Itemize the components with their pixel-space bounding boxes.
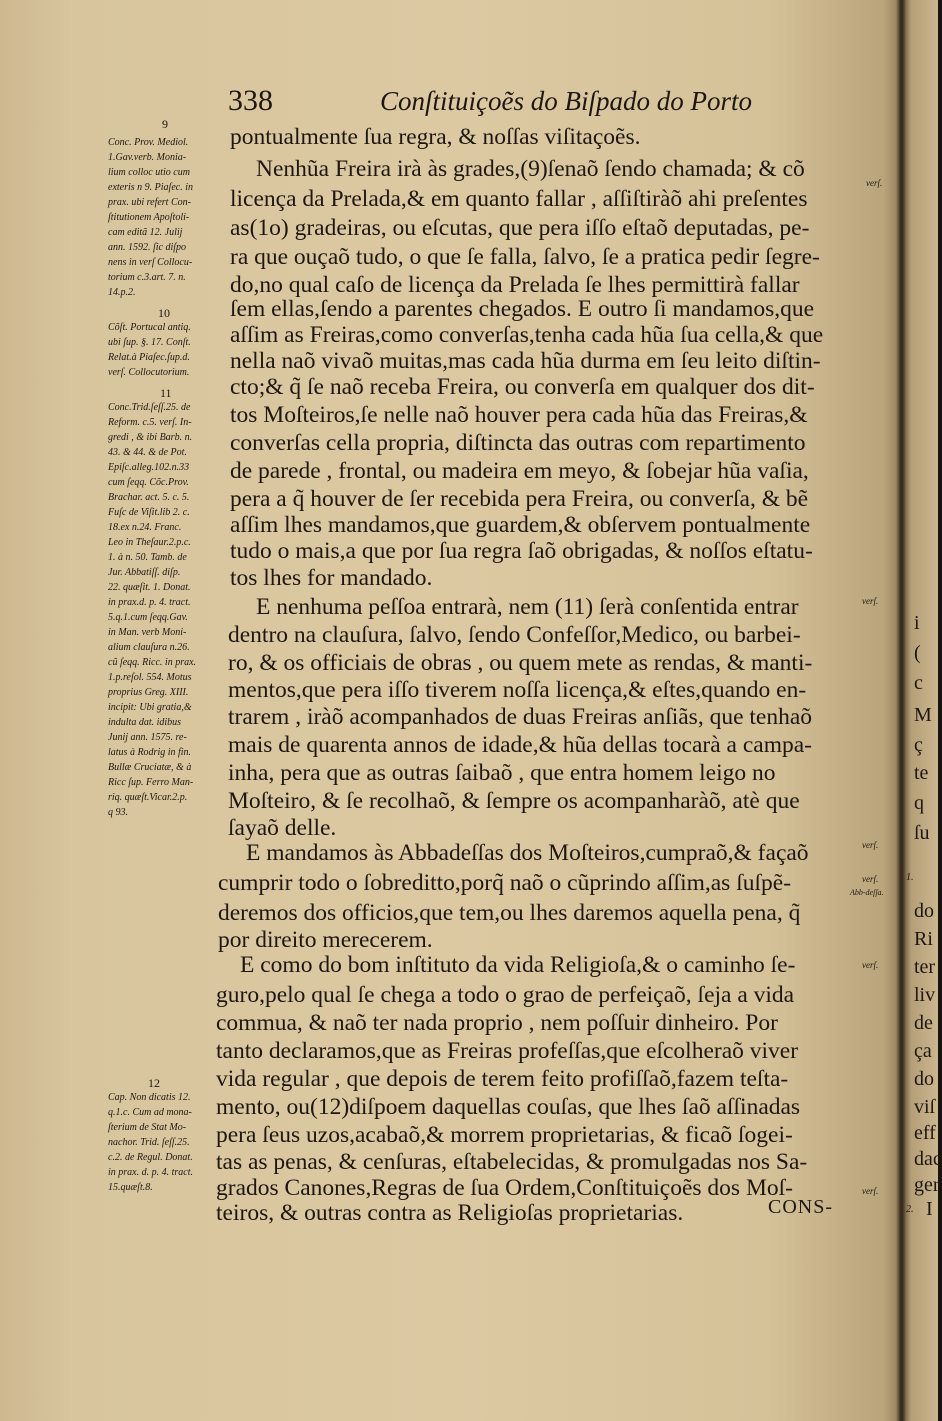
- margin-note-line: Reform. c.5. verſ. In-: [108, 417, 192, 428]
- margin-note-line: 22. quæſit. 1. Donat.: [108, 582, 191, 593]
- margin-note-line: Conc. Prov. Mediol.: [108, 137, 189, 148]
- text-line: licença da Prelada,& em quanto fallar , aſſiſtiràõ ahi preſentes: [230, 186, 808, 212]
- margin-note-line: 18.ex n.24. Franc.: [108, 522, 182, 533]
- next-page-fragment: dac: [914, 1148, 942, 1170]
- margin-note-line: Conc.Trid.ſeſſ.25. de: [108, 402, 191, 413]
- margin-note-line: 1.Gav.verb. Monia-: [108, 152, 187, 163]
- side-mark: verſ.: [862, 874, 879, 884]
- margin-note-line: proprius Greg. XIII.: [108, 687, 189, 698]
- text-line: cumprir todo o ſobreditto,porq̃ naõ o cũprindo aſſim,as ſuſpẽ-: [218, 870, 792, 896]
- text-line: E como do bom inſtituto da vida Religioſa,& o caminho ſe-: [240, 952, 796, 978]
- text-line: mais de quarenta annos de idade,& hũa dellas tocarà a campa-: [228, 732, 812, 758]
- margin-note-line: Ricc ſup. Ferro Man-: [108, 777, 194, 788]
- margin-note-number: 11: [160, 386, 172, 400]
- text-line: tos Moſteiros,ſe nelle naõ houver pera cada hũa das Freiras,&: [230, 402, 808, 428]
- side-mark: verſ.: [862, 960, 879, 970]
- margin-note-line: 1.p.reſol. 554. Motus: [108, 672, 192, 683]
- text-line: do,no qual caſo de licença da Prelada ſe lhes permittirà fallar: [230, 272, 800, 298]
- side-mark: verſ.: [862, 840, 879, 850]
- margin-note-line: exteris n 9. Piaſec. in: [108, 182, 193, 193]
- margin-note-number: 10: [158, 306, 170, 320]
- text-line: pera a q̃ houver de ſer recebida pera Freira, ou converſa, & bẽ: [230, 486, 809, 512]
- text-line: aſſim lhes mandamos,que guardem,& obſervem pontualmente: [230, 512, 811, 538]
- text-line: aſſim as Freiras,como converſas,tenha cada hũa ſua cella,& que: [230, 322, 824, 348]
- next-page-fragment: ter: [914, 956, 936, 978]
- margin-note-line: lium colloc utio cum: [108, 167, 190, 178]
- margin-note-line: Cap. Non dicatis 12.: [108, 1092, 191, 1103]
- page-header: [228, 80, 768, 124]
- text-line: tos lhes for mandado.: [230, 565, 433, 591]
- margin-note-line: nens in verſ Collocu-: [108, 257, 193, 268]
- text-line: inha, pera que as outras ſaibaõ , que entra homem leigo no: [228, 760, 776, 786]
- margin-note-line: Epiſc.alleg.102.n.33: [108, 462, 190, 473]
- text-line: mentos,que pera iſſo tiverem noſſa licença,& eſtes,quando en-: [228, 677, 807, 703]
- running-title: Conſtituiçoẽs do Biſpado do Porto: [380, 86, 752, 116]
- text-line: E mandamos às Abbadeſſas dos Moſteiros,cumpraõ,& façaõ: [246, 840, 809, 866]
- text-line: Nenhũa Freira irà às grades,(9)ſenaõ ſendo chamada; & cõ: [256, 156, 805, 182]
- margin-note-line: gredi , & ibi Barb. n.: [108, 432, 193, 443]
- margin-note-line: Junij ann. 1575. re-: [108, 732, 187, 743]
- margin-note-line: ſterium de Stat Mo-: [108, 1122, 187, 1133]
- next-page-fragment: M: [914, 704, 932, 726]
- next-page-fragment: do: [914, 1068, 934, 1090]
- margin-note-line: incipit: Ubi gratia,&: [108, 702, 192, 713]
- margin-note-line: in prax.d. p. 4. tract.: [108, 597, 191, 608]
- next-page-fragment: do: [914, 900, 934, 922]
- margin-note-line: latus à Rodrig in fin.: [108, 747, 192, 758]
- next-page-fragment: 1.: [906, 872, 914, 883]
- text-line: nella naõ vivaõ muitas,mas cada hũa durma em ſeu leito diſtin-: [230, 348, 821, 374]
- text-line: tas as penas, & cenſuras, eſtabelecidas, & promulgadas nos Sa-: [216, 1149, 808, 1175]
- margin-note-line: ſtitutionem Apoſtoli-: [108, 212, 190, 223]
- text-line: pontualmente ſua regra, & noſſas viſitaçoẽs.: [230, 124, 641, 150]
- text-line: tudo o mais,a que por ſua regra ſaõ obrigadas, & noſſos eſtatu-: [230, 538, 813, 564]
- margin-note-line: cam editã 12. Julij: [108, 227, 183, 238]
- text-line: commua, & naõ ter nada proprio , nem poſſuir dinheiro. Por: [216, 1010, 778, 1036]
- text-line: tanto declaramos,que as Freiras profeſſas,que eſcolheraõ viver: [216, 1038, 799, 1064]
- next-page-fragment: q: [914, 792, 924, 814]
- margin-note-line: torium c.3.art. 7. n.: [108, 272, 186, 283]
- margin-note-line: Relat.à Piaſec.ſup.d.: [108, 352, 190, 363]
- margin-note-line: Bullæ Cruciatæ, & à: [108, 762, 192, 773]
- next-page-fragment: ger: [914, 1174, 940, 1196]
- text-line: as(1o) gradeiras, ou eſcutas, que pera iſſo eſtaõ deputadas, pe-: [230, 215, 810, 241]
- text-line: guro,pelo qual ſe chega a todo o grao de perfeiçaõ, ſeja a vida: [216, 982, 795, 1008]
- text-line: por direito merecerem.: [218, 927, 433, 953]
- book-gutter: [896, 0, 906, 1421]
- margin-note-line: cũ ſeqq. Ricc. in prax.: [108, 657, 197, 668]
- side-mark: verſ.: [862, 1186, 879, 1196]
- next-page-fragment: Ri: [914, 928, 933, 950]
- margin-note-line: 15.quæſt.8.: [108, 1182, 153, 1193]
- text-line: ro, & os officiais de obras , ou quem mete as rendas, & manti-: [228, 650, 813, 676]
- next-page-fragment: c: [914, 672, 923, 694]
- text-line: Moſteiro, & ſe recolhaõ, & ſempre os acompanharàõ, atè que: [228, 788, 800, 814]
- text-line: converſas cella propria, diſtincta das outras com repartimento: [230, 430, 806, 456]
- next-page-fragment: (: [914, 642, 921, 664]
- margin-note-line: Brachar. act. 5. c. 5.: [108, 492, 190, 503]
- text-line: teiros, & outras contra as Religioſas proprietarias.: [216, 1200, 684, 1226]
- margin-note-line: 1. à n. 50. Tamb. de: [108, 552, 187, 563]
- margin-note-line: c.2. de Regul. Donat.: [108, 1152, 193, 1163]
- catchword: CONS-: [768, 1196, 834, 1218]
- margin-note-line: 14.p.2.: [108, 287, 136, 298]
- next-page-fragment: I: [926, 1198, 933, 1220]
- margin-note-line: riq. quæſt.Vicar.2.p.: [108, 792, 188, 803]
- margin-note-number: 12: [148, 1076, 160, 1090]
- next-page-fragment: eff: [914, 1122, 936, 1144]
- side-mark: verſ.: [862, 596, 879, 606]
- next-page-fragment: viſ: [914, 1096, 936, 1118]
- margin-note-line: alium clauſura n.26.: [108, 642, 190, 653]
- margin-note-line: 43. & 44. & de Pot.: [108, 447, 187, 458]
- margin-note-line: q 93.: [108, 807, 128, 818]
- text-line: grados Canones,Regras de ſua Ordem,Conſtituiçoẽs dos Moſ-: [216, 1175, 793, 1201]
- text-line: pera ſeus uzos,acabaõ,& morrem proprietarias, & ficaõ ſogei-: [216, 1122, 793, 1148]
- text-line: E nenhuma peſſoa entrarà, nem (11) ſerà conſentida entrar: [256, 594, 799, 620]
- next-page-fragment: de: [914, 1012, 933, 1034]
- margin-note-line: indulta dat. idibus: [108, 717, 182, 728]
- margin-note-line: prax. ubi refert Con-: [108, 197, 191, 208]
- text-line: trarem , iràõ acompanhados de duas Freiras anſiãs, que tenhaõ: [228, 704, 813, 730]
- margin-note-line: Leo in Theſaur.2.p.c.: [108, 537, 191, 548]
- margin-note-line: ann. 1592. ſic diſpo: [108, 242, 187, 253]
- next-page-fragment: ça: [914, 1040, 932, 1062]
- next-page-fragment: ç: [914, 734, 923, 756]
- side-mark: Abb-deſſa.: [850, 888, 884, 897]
- text-line: dentro na clauſura, ſalvo, ſendo Confeſſor,Medico, ou barbei-: [228, 622, 801, 648]
- margin-note-line: Fuſc de Viſit.lib 2. c.: [108, 507, 190, 518]
- text-line: de parede , frontal, ou madeira em meyo, & ſobejar hũa vaſia,: [230, 458, 809, 484]
- text-line: ſayaõ delle.: [228, 815, 337, 841]
- next-page-fragment: ſu: [914, 822, 930, 844]
- text-line: cto;& q̃ ſe naõ receba Freira, ou converſa em qualquer dos dit-: [230, 374, 815, 400]
- page-number: 338: [228, 84, 273, 117]
- next-page-fragment: 2.: [906, 1204, 914, 1215]
- margin-note-line: verſ. Collocutorium.: [108, 367, 190, 378]
- margin-note-line: cum ſeqq. Cõc.Prov.: [108, 477, 189, 488]
- margin-note-line: in Man. verb Moni-: [108, 627, 187, 638]
- margin-note-line: q.1.c. Cum ad mona-: [108, 1107, 192, 1118]
- margin-note-line: Cõſt. Portucal antiq.: [108, 322, 191, 333]
- margin-note-line: 5.q.1.cum ſeqq.Gav.: [108, 612, 188, 623]
- next-page-fragment: liv: [914, 984, 936, 1006]
- next-page-fragment: te: [914, 762, 929, 784]
- text-line: ſem ellas,ſendo a parentes chegados. E outro ſi mandamos,que: [230, 296, 815, 322]
- side-mark: verſ.: [866, 178, 883, 188]
- margin-note-line: in prax. d. p. 4. tract.: [108, 1167, 193, 1178]
- text-line: vida regular , que depois de terem feito profiſſaõ,fazem teſta-: [216, 1066, 789, 1092]
- text-line: deremos dos officios,que tem,ou lhes daremos aquella pena, q̃: [218, 900, 801, 926]
- text-line: ra que ouçaõ tudo, o que ſe falla, ſalvo, ſe a pratica pedir ſegre-: [230, 244, 820, 270]
- next-page-fragment: i: [914, 612, 920, 634]
- text-line: mento, ou(12)diſpoem daquellas couſas, que lhes ſaõ aſſinadas: [216, 1094, 801, 1120]
- margin-note-line: Jur. Abbatiſſ. diſp.: [108, 567, 181, 578]
- margin-note-line: nachor. Trid. ſeſſ.25.: [108, 1137, 190, 1148]
- margin-note-line: ubi ſup. §. 17. Conſt.: [108, 337, 191, 348]
- margin-note-number: 9: [162, 117, 168, 131]
